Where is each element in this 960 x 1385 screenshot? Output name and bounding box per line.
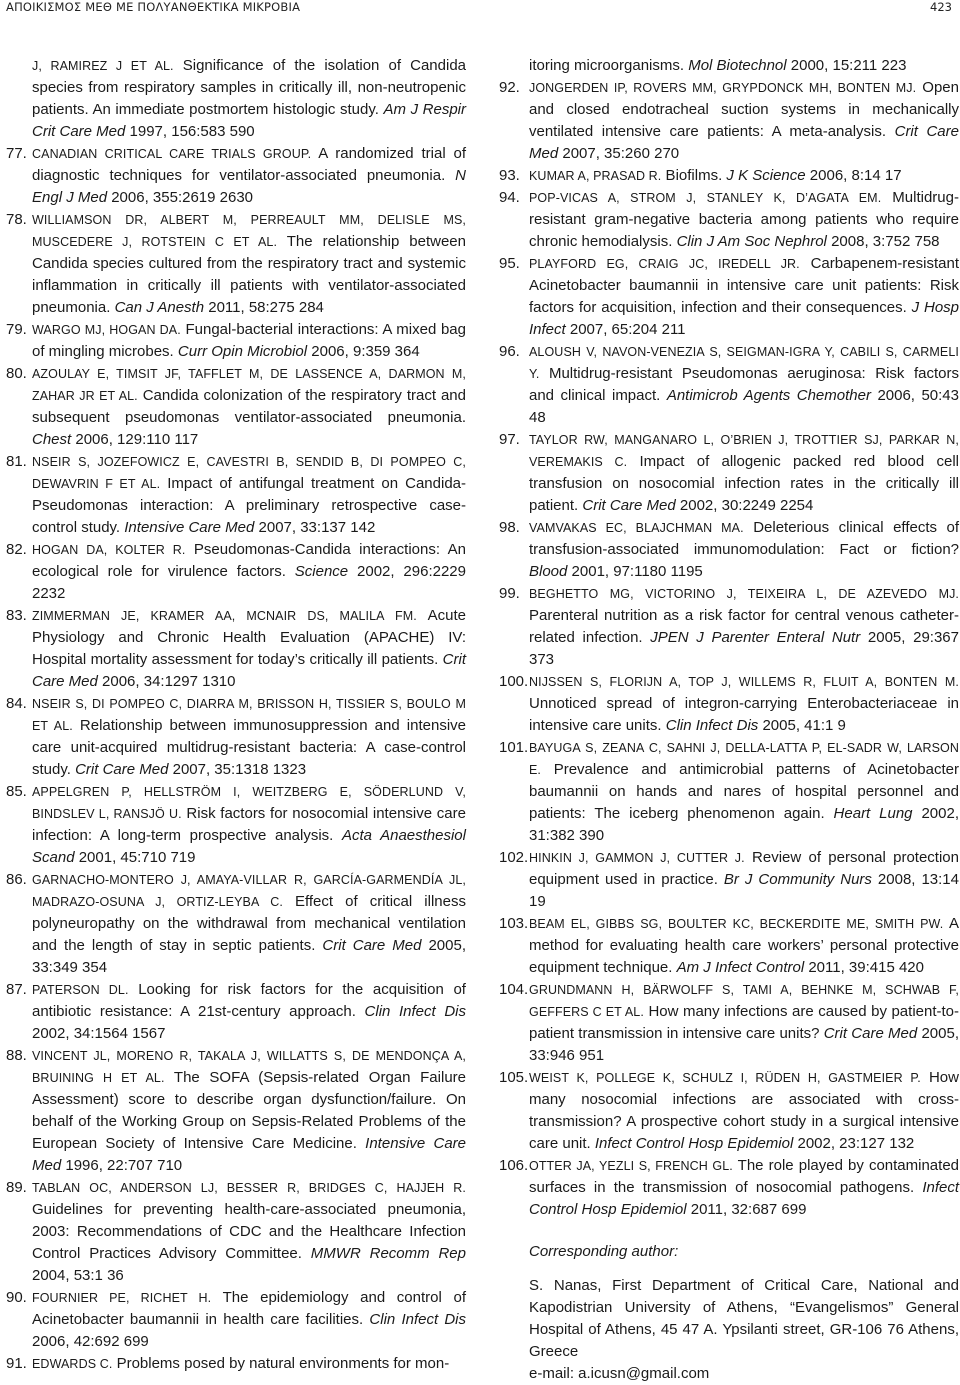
reference-citation: 2002, 31:382 390 [529,805,959,844]
reference-citation: 2006, 9:359 364 [307,343,420,360]
reference-title: Significance of the isolation of Candida species from respiratory samples in critically ill, non-neutropenic patients. An immediate postmortem histologic study. [32,57,466,118]
reference-body [529,253,959,341]
page-number: 423 [930,0,952,14]
reference-journal: Clin Infect Dis [665,717,759,734]
reference-authors: BAYUGA S, ZEANA C, SAHNI J, DELLA-LATTA P, EL-SADR W, LARSON E. [529,741,959,777]
reference-authors: NSEIR S, JOZEFOWICZ E, CAVESTRI B, SENDID B, DI POMPEO C, DEWAVRIN F ET AL. [32,455,466,491]
reference-title: Biofilms. [661,167,727,184]
reference-item [6,979,466,1045]
reference-authors: WILLIAMSON DR, ALBERT M, PERREAULT MM, DELISLE MS, MUSCEDERE J, ROTSTEIN C ET AL. [32,213,466,249]
reference-authors: BEGHETTO MG, VICTORINO J, TEIXEIRA L, DE AZEVEDO MJ. [529,587,959,601]
reference-item [499,253,959,341]
reference-item [499,1155,959,1221]
reference-citation: 2001, 45:710 719 [74,849,196,866]
reference-citation: 2011, 39:415 420 [804,959,924,976]
reference-authors: OTTER JA, YEZLI S, FRENCH GL. [529,1159,733,1173]
reference-title: Multidrug-resistant gram-negative bacteria among patients who require chronic hemodialysis. [529,189,959,250]
reference-item [499,77,959,165]
reference-authors: KUMAR A, PRASAD R. [529,169,662,183]
reference-citation: 2007, 35:1318 1323 [168,761,307,778]
reference-title: Acute Physiology and Chronic Health Evaluation (APACHE) IV: Hospital mortality assessment for today’s critically ill patients. [32,607,466,668]
reference-continuation [6,55,466,143]
reference-item [6,1287,466,1353]
reference-title: Open and closed endotracheal suction systems in mechanically ventilated intensive care patients: A meta-analysis. [529,79,959,140]
reference-title: Risk factors for nosocomial intensive care infection: A long-term prospective analysis. [32,805,466,844]
reference-number: 98. [499,519,520,536]
reference-authors: CANADIAN CRITICAL CARE TRIALS GROUP. [32,147,312,161]
reference-number: 104. [499,981,529,998]
reference-number: 97. [499,431,520,448]
reference-number: 103. [499,915,529,932]
reference-number: 78. [6,211,27,228]
corresponding-author [499,1241,959,1385]
reference-item [6,451,466,539]
reference-title: The relationship between Candida species cultured from the respiratory tract and systemic inflammation in critically ill patients with ventilator-associated pneumonia. [32,233,466,316]
reference-body [32,55,466,143]
reference-number: 92. [499,79,520,96]
reference-authors: GARNACHO-MONTERO J, AMAYA-VILLAR R, GARCÍA-GARMENDÍA JL, MADRAZO-OSUNA J, ORTIZ-LEYBA C. [32,873,466,909]
reference-item [6,605,466,693]
reference-title: How many infections are caused by patient-to-patient transmission in intensive care units? [529,1003,959,1042]
reference-journal: J Hosp Infect [529,299,960,338]
reference-citation: 2008, 13:14 19 [529,871,959,910]
reference-body [32,319,466,363]
reference-number: 106. [499,1157,529,1174]
reference-journal: Clin Infect Dis [369,1311,467,1328]
reference-journal: Am J Respir Crit Care Med [32,101,466,140]
reference-citation: 2004, 53:1 36 [32,1267,124,1284]
reference-journal: Crit Care Med [529,123,959,162]
reference-citation: 2006, 8:14 17 [805,167,902,184]
reference-authors: VINCENT JL, MORENO R, TAKALA J, WILLATTS S, DE MENDONÇA A, BRUINING H ET AL. [32,1049,466,1085]
reference-body [529,913,959,979]
reference-body [32,693,466,781]
reference-title: Candida colonization of the respiratory tract and subsequent pseudomonas ventilator-associated pneumonia. [32,387,466,426]
reference-title: The epidemiology and control of Acinetobacter baumannii in health care facilities. [32,1289,466,1328]
reference-number: 81. [6,453,27,470]
reference-journal: Clin J Am Soc Nephrol [676,233,827,250]
reference-item [499,671,959,737]
reference-number: 88. [6,1047,27,1064]
reference-authors: WARGO MJ, HOGAN DA. [32,323,181,337]
reference-citation: 2006, 50:43 48 [529,387,959,426]
reference-body [32,781,466,869]
reference-title: Fungal-bacterial interactions: A mixed bag of mingling microbes. [32,321,466,360]
reference-title: Effect of critical illness polyneuropathy on the withdrawal from mechanical ventilation and the length of stay in septic patients. [32,893,466,954]
reference-body [529,1155,959,1221]
reference-body [529,187,959,253]
reference-number: 99. [499,585,520,602]
reference-authors: GRUNDMANN H, BÄRWOLFF S, TAMI A, BEHNKE M, SCHWAB F, GEFFERS C ET AL. [529,983,959,1019]
reference-title: Multidrug-resistant Pseudomonas aeruginosa: Risk factors and clinical impact. [529,365,959,404]
reference-authors: TABLAN OC, ANDERSON LJ, BESSER R, BRIDGES C, HAJJEH R. [32,1181,466,1195]
reference-journal: Crit Care Med [582,497,676,514]
reference-journal: Curr Opin Microbiol [177,343,308,360]
reference-number: 79. [6,321,27,338]
reference-body [32,869,466,979]
reference-number: 95. [499,255,520,272]
reference-authors: APPELGREN P, HELLSTRÖM I, WEITZBERG E, SÖDERLUND V, BINDSLEV L, RANSJÖ U. [32,785,466,821]
reference-journal: Can J Anesth [114,299,205,316]
reference-title: Prevalence and antimicrobial patterns of Acinetobacter baumannii on hands and nares of hospital personnel and patients: The iceberg phenomenon again. [529,761,959,822]
reference-number: 85. [6,783,27,800]
reference-item [6,363,466,451]
reference-number: 101. [499,739,529,756]
reference-item [6,869,466,979]
reference-item [499,165,959,187]
reference-authors: FOURNIER PE, RICHET H. [32,1291,212,1305]
reference-number: 100. [499,673,529,690]
reference-citation: 2005, 41:1 9 [758,717,846,734]
reference-title: Carbapenem-resistant Acinetobacter baumannii in intensive care unit patients: Risk factors for acquisition, infection and their consequences. [529,255,959,316]
reference-title: Unnoticed spread of integron-carrying Enterobacteriaceae in intensive care units. [529,695,959,734]
page-header [0,0,960,16]
reference-citation: 2007, 33:137 142 [254,519,376,536]
reference-item [499,187,959,253]
reference-authors: TAYLOR RW, MANGANARO L, O’BRIEN J, TROTTIER SJ, PARKAR N, VEREMAKIS C. [529,433,959,469]
reference-item [499,913,959,979]
reference-authors: POP-VICAS A, STROM J, STANLEY K, D’AGATA EM. [529,191,882,205]
reference-title: A method for evaluating health care workers’ personal protective equipment technique. [529,915,959,976]
reference-item [6,539,466,605]
reference-item [6,1177,466,1287]
reference-title: The SOFA (Sepsis-related Organ Failure Assessment) score to describe organ dysfunction/failure. On behalf of the Working Group on Sepsis-Related Problems of the European Society of Intensive Care Medicine. [32,1069,466,1152]
reference-body [32,539,466,605]
reference-journal: Infect Control Hosp Epidemiol [529,1179,959,1218]
reference-citation: 2002, 34:1564 1567 [32,1025,166,1042]
reference-journal: Blood [529,563,568,580]
reference-journal: Crit Care Med [32,651,466,690]
reference-title: Parenteral nutrition as a risk factor for central venous catheter-related infection. [529,607,959,646]
reference-number: 105. [499,1069,529,1086]
reference-authors: PATERSON DL. [32,983,129,997]
reference-authors: J, RAMIREZ J ET AL. [32,59,174,73]
reference-authors: HOGAN DA, KOLTER R. [32,543,186,557]
reference-body [32,1045,466,1177]
reference-journal: Antimicrob Agents Chemother [666,387,871,404]
reference-body [529,77,959,165]
reference-journal: N Engl J Med [32,167,466,206]
reference-body [529,1067,959,1155]
reference-title: How many nosocomial infections are associated with cross-transmission? A prospective cohort study in a surgical intensive care unit. [529,1069,959,1152]
reference-citation: 2006, 129:110 117 [71,431,199,448]
reference-citation: 2002, 296:2229 2232 [32,563,466,602]
reference-journal: J K Science [726,167,806,184]
right-reference-list [499,77,959,1221]
reference-citation: 2006, 355:2619 2630 [107,189,254,206]
reference-body [32,451,466,539]
reference-title: The role played by contaminated surfaces in the transmission of nosocomial pathogens. [529,1157,960,1196]
reference-body [529,165,959,187]
reference-item [6,781,466,869]
reference-number: 94. [499,189,520,206]
right-column [499,55,959,1385]
reference-authors: NSEIR S, DI POMPEO C, DIARRA M, BRISSON H, TISSIER S, BOULO M ET AL. [32,697,466,733]
reference-journal: Intensive Care Med [32,1135,466,1174]
reference-body [529,429,959,517]
reference-number: 91. [6,1355,27,1372]
reference-citation: 2011, 58:275 284 [204,299,324,316]
reference-body [32,979,466,1045]
reference-title: Guidelines for preventing health-care-associated pneumonia, 2003: Recommendations of CDC and the Healthcare Infection Control Practices Advisory Committee. [32,1201,466,1262]
reference-item [499,979,959,1067]
reference-body [32,363,466,451]
reference-body [529,55,959,77]
reference-title: A randomized trial of diagnostic techniques for ventilator-associated pneumonia. [32,145,466,184]
corresponding-address: S. Nanas, First Department of Critical Care, National and Kapodistrian University of Athens, “Evangelismos” General Hospital of Athens, 45 47 A. Ypsilanti street, GR-106 76 Athens, Greece [529,1277,959,1360]
reference-item [499,583,959,671]
reference-authors: BEAM EL, GIBBS SG, BOULTER KC, BECKERDITE ME, SMITH PW. [529,917,944,931]
corresponding-email[interactable]: e-mail: a.icusn@gmail.com [529,1365,710,1382]
reference-item [6,319,466,363]
reference-item [499,1067,959,1155]
reference-body [529,583,959,671]
reference-title: itoring microorganisms. [529,57,689,74]
reference-authors: NIJSSEN S, FLORIJN A, TOP J, WILLEMS R, FLUIT A, BONTEN M. [529,675,959,689]
reference-body [529,517,959,583]
reference-item [499,847,959,913]
reference-authors: EDWARDS C. [32,1357,113,1371]
reference-journal: Infect Control Hosp Epidemiol [594,1135,794,1152]
reference-number: 83. [6,607,27,624]
reference-body [529,737,959,847]
reference-body [529,671,959,737]
reference-journal: MMWR Recomm Rep [310,1245,466,1262]
reference-body [529,847,959,913]
reference-number: 77. [6,145,27,162]
reference-authors: AZOULAY E, TIMSIT JF, TAFFLET M, DE LASSENCE A, DARMON M, ZAHAR JR ET AL. [32,367,466,403]
reference-citation: 2001, 97:1180 1195 [567,563,703,580]
reference-citation: 2005, 33:946 951 [529,1025,959,1064]
reference-item [6,143,466,209]
reference-item [6,1353,466,1375]
reference-citation: 2002, 30:2249 2254 [675,497,814,514]
reference-authors: ALOUSH V, NAVON-VENEZIA S, SEIGMAN-IGRA Y, CABILI S, CARMELI Y. [529,345,959,381]
reference-item [6,209,466,319]
reference-number: 93. [499,167,520,184]
reference-body [32,605,466,693]
running-title: ΑΠΟΙΚΙΣΜΟΣ ΜΕΘ ΜΕ ΠΟΛΥΑΝΘΕΚΤΙΚΑ ΜΙΚΡΟΒΙΑ [6,0,301,14]
reference-citation: 1997, 156:583 590 [125,123,255,140]
reference-number: 90. [6,1289,27,1306]
reference-continuation [499,55,959,77]
reference-body [32,1287,466,1353]
reference-journal: Science [294,563,349,580]
reference-citation: 2007, 65:204 211 [565,321,686,338]
reference-journal: Br J Community Nurs [723,871,872,888]
reference-number: 102. [499,849,529,866]
reference-citation: 2007, 35:260 270 [558,145,680,162]
reference-citation: 2006, 42:692 699 [32,1333,149,1350]
reference-citation: 2000, 15:211 223 [786,57,907,74]
reference-item [499,341,959,429]
reference-citation: 2006, 34:1297 1310 [97,673,236,690]
reference-item [6,693,466,781]
left-column [6,55,466,1375]
reference-item [499,737,959,847]
reference-citation: 2008, 3:752 758 [826,233,940,250]
reference-journal: Intensive Care Med [124,519,255,536]
reference-number: 84. [6,695,27,712]
reference-authors: HINKIN J, GAMMON J, CUTTER J. [529,851,745,865]
reference-journal: Heart Lung [833,805,913,822]
reference-journal: Mol Biotechnol [688,57,787,74]
reference-number: 80. [6,365,27,382]
reference-authors: JONGERDEN IP, ROVERS MM, GRYPDONCK MH, BONTEN MJ. [529,81,917,95]
reference-title: Deleterious clinical effects of transfusion-associated immunomodulation: Fact or fiction? [529,519,959,558]
reference-item [6,1045,466,1177]
reference-journal: Chest [32,431,72,448]
reference-journal: Crit Care Med [322,937,422,954]
reference-number: 86. [6,871,27,888]
reference-citation: 2002, 23:127 132 [793,1135,915,1152]
reference-authors: VAMVAKAS EC, BLAJCHMAN MA. [529,521,744,535]
reference-number: 96. [499,343,520,360]
reference-title: Review of personal protection equipment used in practice. [529,849,959,888]
reference-number: 82. [6,541,27,558]
reference-journal: Crit Care Med [75,761,169,778]
reference-citation: 1996, 22:707 710 [61,1157,183,1174]
reference-citation: 2005, 33:349 354 [32,937,466,976]
reference-item [499,517,959,583]
reference-citation: 2005, 29:367 373 [529,629,959,668]
reference-authors: ZIMMERMAN JE, KRAMER AA, MCNAIR DS, MALILA FM. [32,609,417,623]
corresponding-heading: Corresponding author: [529,1243,679,1260]
reference-journal: JPEN J Parenter Enteral Nutr [650,629,861,646]
reference-journal: Am J Infect Control [676,959,805,976]
reference-title: Relationship between immunosuppression and intensive care unit-acquired multidrug-resistant bacteria: A case-control study. [32,717,466,778]
reference-body [32,143,466,209]
reference-journal: Acta Anaesthesiol Scand [32,827,466,866]
reference-number: 89. [6,1179,27,1196]
left-reference-list [6,143,466,1375]
reference-body [529,341,959,429]
reference-journal: Crit Care Med [823,1025,918,1042]
reference-body [32,1353,466,1375]
reference-citation: 2011, 32:687 699 [686,1201,807,1218]
reference-number: 87. [6,981,27,998]
reference-title: Pseudomonas-Candida interactions: An ecological role for virulence factors. [32,541,466,580]
reference-item [499,429,959,517]
reference-body [32,1177,466,1287]
reference-title: Problems posed by natural environments for mon- [112,1355,450,1372]
reference-body [529,979,959,1067]
reference-title: Looking for risk factors for the acquisition of antibiotic resistance: A 21st-century approach. [32,981,466,1020]
reference-title: Impact of antifungal treatment on Candida-Pseudomonas interaction: A preliminary retrospective case-control study. [32,475,466,536]
reference-title: Impact of allogenic packed red blood cell transfusion on nosocomial infection rates in the critically ill patient. [529,453,959,514]
reference-authors: WEIST K, POLLEGE K, SCHULZ I, RÜDEN H, GASTMEIER P. [529,1071,921,1085]
reference-journal: Clin Infect Dis [364,1003,466,1020]
reference-body [32,209,466,319]
reference-authors: PLAYFORD EG, CRAIG JC, IREDELL JR. [529,257,800,271]
